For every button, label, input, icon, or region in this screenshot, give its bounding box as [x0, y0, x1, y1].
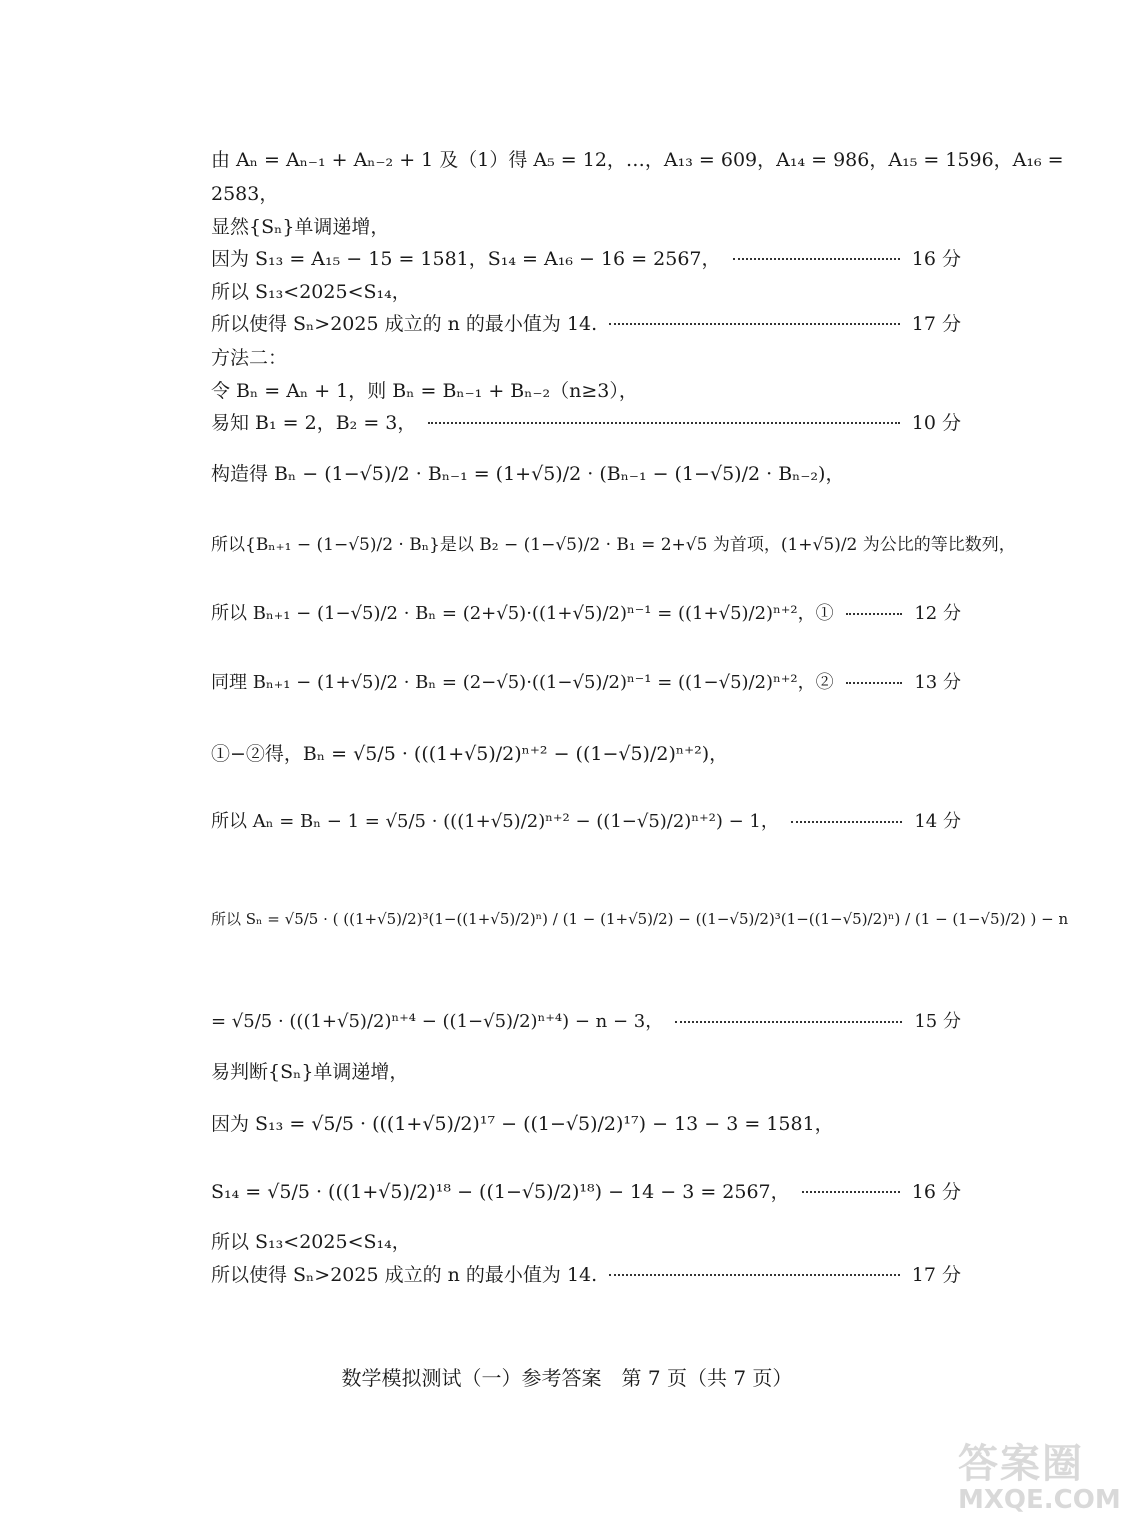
score-label: 12 分 [914, 603, 961, 624]
solution-line-17 [211, 1000, 961, 1040]
line-text: 2583， [211, 182, 279, 205]
watermark-logo [958, 1432, 1128, 1520]
dotted-leader [846, 613, 903, 615]
line-text: S₁₄ = √5/5 · (((1+√5)/2)¹⁸ − ((1−√5)/2)¹⁸) − 14 − 3 = 2567， [211, 1180, 790, 1203]
solution-line-22 [211, 1253, 961, 1293]
score-label: 16 分 [911, 1180, 961, 1203]
line-text: 所以{Bₙ₊₁ − (1−√5)/2 · Bₙ}是以 B₂ − (1−√5)/2 · B₁ = 2+√5 为首项，(1+√5)/2 为公比的等比数列， [211, 534, 1016, 555]
dotted-leader [428, 422, 899, 424]
score-label: 13 分 [914, 672, 961, 693]
line-text: = √5/5 · (((1+√5)/2)ⁿ⁺⁴ − ((1−√5)/2)ⁿ⁺⁴) − n − 3， [211, 1011, 664, 1032]
line-text: 所以使得 Sₙ>2025 成立的 n 的最小值为 14. [211, 312, 598, 335]
line-text: 所以 Sₙ = √5/5 · ( ((1+√5)/2)³(1−((1+√5)/2)ⁿ) / (1 − (1+√5)/2) − ((1−√5)/2)³(1−((1−√5)/2)ⁿ) / (1 − (1−√5)/2) ) − n [211, 909, 1069, 928]
dotted-leader [846, 682, 903, 684]
dotted-leader [609, 323, 900, 325]
dotted-leader [733, 258, 900, 260]
dotted-leader [791, 821, 903, 823]
line-text: 令 Bₙ = Aₙ + 1，则 Bₙ = Bₙ₋₁ + Bₙ₋₂（n≥3）， [211, 379, 638, 402]
line-text: 因为 S₁₃ = √5/5 · (((1+√5)/2)¹⁷ − ((1−√5)/2)¹⁷) − 13 − 3 = 1581， [211, 1112, 834, 1135]
line-text: 由 Aₙ = Aₙ₋₁ + Aₙ₋₂ + 1 及（1）得 A₅ = 12，…，A₁₃ = 609，A₁₄ = 986，A₁₅ = 1596，A₁₆ = [211, 148, 1064, 171]
line-text: 所以 Bₙ₊₁ − (1−√5)/2 · Bₙ = (2+√5)·((1+√5)/2)ⁿ⁻¹ = ((1+√5)/2)ⁿ⁺²，① [211, 603, 834, 624]
line-text: 易知 B₁ = 2，B₂ = 3， [211, 411, 417, 434]
line-text: 构造得 Bₙ − (1−√5)/2 · Bₙ₋₁ = (1+√5)/2 · (Bₙ₋₁ − (1−√5)/2 · Bₙ₋₂)， [211, 462, 845, 485]
watermark-top-text: 答案圈 [958, 1441, 1084, 1487]
score-label: 17 分 [911, 1263, 961, 1286]
dotted-leader [802, 1191, 900, 1193]
line-text: 所以使得 Sₙ>2025 成立的 n 的最小值为 14. [211, 1263, 598, 1286]
score-label: 17 分 [911, 312, 961, 335]
page-footer: 数学模拟测试（一）参考答案 第 7 页（共 7 页） [341, 1366, 793, 1390]
solution-line-14 [211, 732, 961, 772]
dotted-leader [675, 1021, 902, 1023]
solution-line-20 [211, 1170, 961, 1210]
line-text: ①−②得，Bₙ = √5/5 · (((1+√5)/2)ⁿ⁺² − ((1−√5)/2)ⁿ⁺²)， [211, 742, 729, 765]
line-text: 易判断{Sₙ}单调递增， [211, 1060, 409, 1083]
line-text: 因为 S₁₃ = A₁₅ − 15 = 1581，S₁₄ = A₁₆ − 16 = 2567， [211, 247, 721, 270]
line-text: 所以 Aₙ = Bₙ − 1 = √5/5 · (((1+√5)/2)ⁿ⁺² − ((1−√5)/2)ⁿ⁺²) − 1， [211, 811, 779, 832]
solution-line-10 [211, 452, 961, 492]
score-label: 10 分 [911, 411, 961, 434]
solution-line-19 [211, 1102, 961, 1142]
line-text: 所以 S₁₃<2025<S₁₄， [211, 280, 411, 303]
solution-line-15 [211, 800, 961, 840]
line-text: 同理 Bₙ₊₁ − (1+√5)/2 · Bₙ = (2−√5)·((1−√5)/2)ⁿ⁻¹ = ((1−√5)/2)ⁿ⁺²，② [211, 672, 834, 693]
solution-line-12 [211, 592, 961, 632]
solution-line-11 [211, 522, 1016, 562]
solution-line-18 [211, 1050, 961, 1090]
solution-line-9 [211, 401, 961, 441]
score-label: 14 分 [914, 811, 961, 832]
line-text: 显然{Sₙ}单调递增， [211, 215, 390, 238]
solution-line-16 [211, 898, 1069, 938]
score-label: 15 分 [914, 1011, 961, 1032]
watermark-bottom-text: MXQE.COM [958, 1485, 1121, 1515]
dotted-leader [609, 1274, 900, 1276]
solution-line-13 [211, 661, 961, 701]
line-text: 方法二： [211, 346, 288, 369]
line-text: 所以 S₁₃<2025<S₁₄， [211, 1230, 411, 1253]
score-label: 16 分 [911, 247, 961, 270]
